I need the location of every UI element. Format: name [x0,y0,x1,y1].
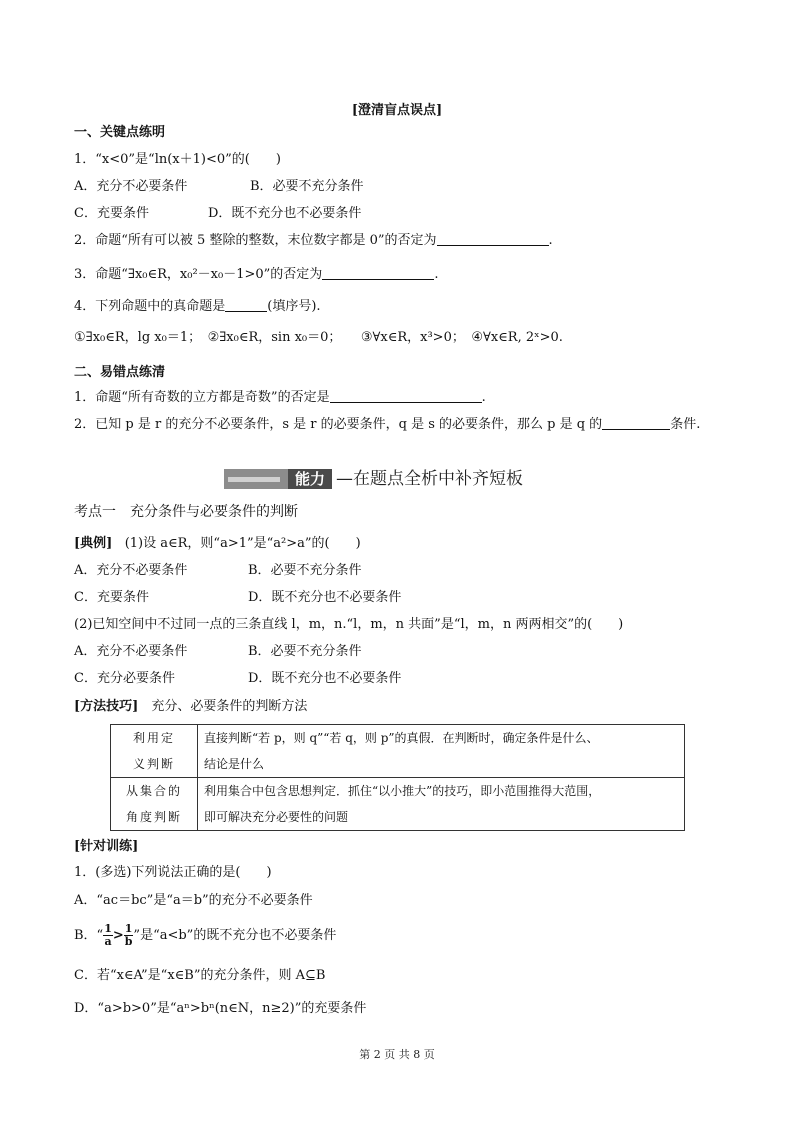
answer-blank[interactable] [225,298,267,312]
error-question-2-text: 2．已知 p 是 r 的充分不必要条件，s 是 r 的必要条件，q 是 s 的必要条件，那么 p 是 q 的 [74,417,603,432]
answer-blank[interactable] [330,389,482,403]
question-2-end: . [548,233,553,248]
section-heading-key-points: 一、关键点练明 [74,125,166,140]
cell-text: 义判断 [132,757,175,771]
example-2-option-a: A．充分不必要条件 [74,644,188,659]
example-1-option-a: A．充分不必要条件 [74,563,188,578]
cell-text: 即可解决充分必要性的问题 [204,810,349,824]
section-heading-common-errors: 二、易错点练清 [74,365,166,380]
question-1-option-d: D．既不充分也不必要条件 [208,206,362,221]
denominator: a [104,935,112,948]
cell-text: 从集合的 [125,784,182,798]
question-3-end: . [434,267,439,282]
numerator: 1 [124,922,133,935]
example-2-option-b: B．必要不充分条件 [248,644,362,659]
cell-text: 结论是什么 [204,757,265,771]
option-b-suffix: ”是“a<b”的既不充分也不必要条件 [133,928,337,943]
error-question-1-end: . [481,390,486,405]
banner-bar [224,469,288,489]
example-2-option-c: C．充分必要条件 [74,671,175,686]
example-2-stem: (2)已知空间中不过同一点的三条直线 l，m，n.“l，m，n 共面”是“l，m，n 两两相交”的( ) [74,617,624,632]
example-1-option-b: B．必要不充分条件 [248,563,362,578]
error-question-1 [74,389,486,407]
method-title: 充分、必要条件的判断方法 [138,699,308,714]
cell-text: 利用集合中包含思想判定．抓住“以小推大”的技巧，即小范围推得大范围， [204,784,601,798]
page-footer: 第 2 页 共 8 页 [359,1048,435,1061]
cell-text: 角度判断 [125,810,182,824]
example-tag: [典例] [74,536,113,551]
banner-label: 能力 [288,469,332,489]
training-1-option-b [74,920,336,952]
question-4-end: (填序号). [267,299,321,314]
denominator: b [124,935,133,948]
training-1-option-d: D．“a>b>0”是“aⁿ>bⁿ(n∈N，n≥2)”的充要条件 [74,1001,367,1016]
numerator: 1 [104,922,112,935]
example-2-option-d: D．既不充分也不必要条件 [248,671,402,686]
cell-text: 直接判断“若 p，则 q”“若 q，则 p”的真假．在判断时，确定条件是什么、 [204,731,599,745]
table-cell-key [111,725,198,778]
cell-text: 利用定 [132,731,175,745]
error-question-2 [74,416,700,434]
method-heading [74,698,307,716]
table-cell-key [111,778,198,831]
table-cell-value [198,778,685,831]
training-tag: [针对训练] [74,839,139,854]
question-4-options: ①∃x₀∈R，lg x₀＝1； ②∃x₀∈R，sin x₀＝0； ③∀x∈R，x³>0； ④∀x∈R, 2ˣ>0. [74,330,563,345]
fraction-1-over-a [103,923,113,948]
fraction-1-over-b [124,923,134,948]
topic-title: 考点一 充分条件与必要条件的判断 [74,504,298,520]
ability-banner [224,467,564,491]
training-1-option-c: C．若“x∈A”是“x∈B”的充分条件，则 A⊆B [74,968,326,983]
answer-blank[interactable] [602,416,670,430]
example-1-text: (1)设 a∈R，则“a>1”是“a²>a”的( ) [124,536,361,551]
example-1-option-d: D．既不充分也不必要条件 [248,590,402,605]
error-question-1-text: 1．命题“所有奇数的立方都是奇数”的否定是 [74,390,330,405]
page-title: [澄清盲点误点] [351,103,443,118]
answer-blank[interactable] [437,232,549,246]
question-1-stem: 1．“x<0”是“ln(x＋1)<0”的( ) [74,152,281,167]
table-row [111,778,685,831]
question-1-option-b: B．必要不充分条件 [250,179,364,194]
banner-bar-highlight [228,477,280,482]
method-table [110,724,685,831]
question-3-text: 3．命题“∃x₀∈R，x₀²－x₀－1>0”的否定为 [74,267,323,282]
table-cell-value [198,725,685,778]
method-tag: [方法技巧] [74,699,139,714]
question-1-option-a: A．充分不必要条件 [74,179,188,194]
banner-subtitle: —在题点全析中补齐短板 [336,469,523,489]
question-2 [74,232,553,250]
question-4 [74,298,321,316]
question-3 [74,266,438,284]
question-4-text: 4．下列命题中的真命题是 [74,299,226,314]
training-1-option-a: A．“ac＝bc”是“a＝b”的充分不必要条件 [74,893,313,908]
question-1-option-c: C．充要条件 [74,206,149,221]
example-1-stem [74,535,361,553]
training-1-stem: 1．(多选)下列说法正确的是( ) [74,865,272,880]
example-1-option-c: C．充要条件 [74,590,149,605]
error-question-2-end: 条件. [670,417,701,432]
option-b-prefix: B．“ [74,928,104,943]
greater-than-sign: > [112,928,124,943]
question-2-text: 2．命题“所有可以被 5 整除的整数，末位数字都是 0”的否定为 [74,233,437,248]
answer-blank[interactable] [322,266,434,280]
table-row [111,725,685,778]
